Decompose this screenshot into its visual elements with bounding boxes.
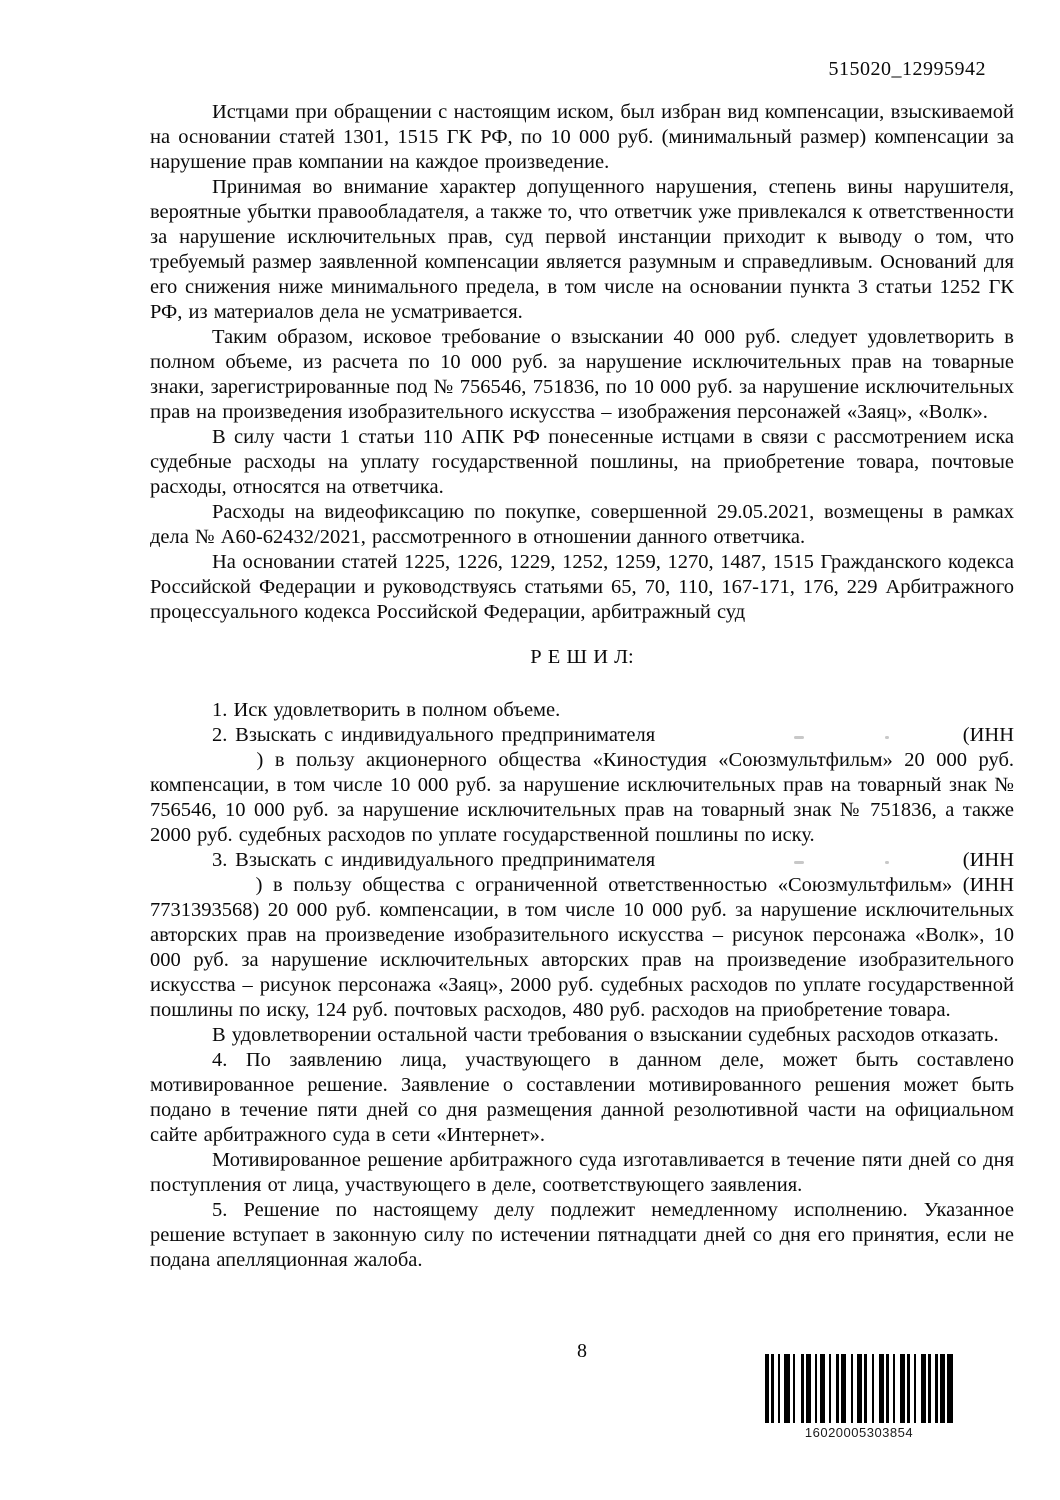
decision-item-5: 5. Решение по настоящему делу подлежит немедленному исполнению. Указанное решение вступает в законную силу по истечении пятнадцати дней со дня его принятия, если не подана апелляционная жалоба. [150,1199,1014,1271]
barcode [765,1354,953,1440]
paragraph-video-expenses: Расходы на видеофиксацию по покупке, совершенной 29.05.2021, возмещены в рамках дела № А60-62432/2021, рассмотренного в отношении данного ответчика. [150,501,1014,548]
paragraph-claim-satisfied: Таким образом, исковое требование о взыскании 40 000 руб. следует удовлетворить в полном объеме, из расчета по 10 000 руб. за нарушение исключительных прав на товарные знаки, зарегистрированные под № 756546, 751836, по 10 000 руб. за нарушение исключительных прав на произведения изобразительного искусства – изображения персонажей «Заяц», «Волк». [150,326,1014,423]
barcode-number: 16020005303854 [804,1425,914,1440]
decision-item-3-lead: 3. Взыскать с индивидуального предпринимателя [212,849,656,871]
decision-item-2-inn-label: (ИНН [962,724,1015,746]
decision-item-2-body: ) в пользу акционерного общества «Киностудия «Союзмультфильм» 20 000 руб. компенсации, в том числе 10 000 руб. за нарушение исключительных прав на товарный знак № 756546, 10 000 руб. за нарушение исключительных прав на товарный знак № 751836, а также 2000 руб. судебных расходов по уплате государственной пошлины по иску. [150,749,1014,846]
decision-item-2-lead: 2. Взыскать с индивидуального предпринимателя [212,724,656,746]
decision-item-2 [150,723,1014,848]
decision-item-1: 1. Иск удовлетворить в полном объеме. [212,699,561,721]
decision-item-3 [150,848,1014,1023]
redacted-inn-value [150,890,245,891]
barcode-bars-image [765,1354,953,1423]
redacted-entrepreneur-name [663,865,955,866]
paragraph-court-costs: В силу части 1 статьи 110 АПК РФ понесенные истцами в связи с рассмотрением иска судебные расходы на уплату государственной пошлины, на приобретение товара, почтовые расходы, относятся на ответчика. [150,426,1014,498]
decision-item-3-inn-label: (ИНН [962,849,1015,871]
document-number: 515020_12995942 [828,58,986,80]
redacted-inn-value [150,765,245,766]
paragraph-compensation-type: Истцами при обращении с настоящим иском, был избран вид компенсации, взыскиваемой на основании статей 1301, 1515 ГК РФ, по 10 000 руб. (минимальный размер) компенсации за нарушение прав компании на каждое произведение. [150,101,1014,173]
page-number: 8 [577,1340,587,1362]
decision-item-4-note: Мотивированное решение арбитражного суда изготавливается в течение пяти дней со дня поступления от лица, участвующего в деле, соответствующего заявления. [150,1149,1014,1196]
decision-item-3-refusal: В удовлетворении остальной части требования о взыскании судебных расходов отказать. [212,1024,999,1046]
paragraph-violation-nature: Принимая во внимание характер допущенного нарушения, степень вины нарушителя, вероятные убытки правообладателя, а также то, что ответчик уже привлекался к ответственности за нарушение исключительных прав, суд первой инстанции приходит к выводу о том, что требуемый размер заявленной компенсации является разумным и справедливым. Оснований для его снижения ниже минимального предела, в том числе на основании пункта 3 статьи 1252 ГК РФ, из материалов дела не усматривается. [150,176,1014,323]
redacted-entrepreneur-name [663,740,955,741]
decision-item-3-body: ) в пользу общества с ограниченной ответственностью «Союзмультфильм» (ИНН 7731393568) 20 000 руб. компенсации, в том числе 10 000 руб. за нарушение исключительных авторских прав на произведение изобразительного искусства – рисунок персонажа «Волк», 10 000 руб. за нарушение исключительных авторских прав на произведение изобразительного искусства – рисунок персонажа «Заяц», 2000 руб. судебных расходов по уплате государственной пошлины по иску, 124 руб. почтовых расходов, 480 руб. расходов на приобретение товара. [150,874,1015,1021]
decision-item-4: 4. По заявлению лица, участвующего в данном деле, может быть составлено мотивированное решение. Заявление о составлении мотивированного решения может быть подано в течение пяти дней со дня размещения данной резолютивной части на официальном сайте арбитражного суда в сети «Интернет». [150,1049,1014,1146]
document-body [150,100,1014,1273]
paragraph-legal-basis: На основании статей 1225, 1226, 1229, 1252, 1259, 1270, 1487, 1515 Гражданского кодекса Российской Федерации и руководствуясь статьями 65, 70, 110, 167-171, 176, 229 Арбитражного процессуального кодекса Российской Федерации, арбитражный суд [150,551,1014,623]
resolution-heading: Р Е Ш И Л: [530,646,634,668]
